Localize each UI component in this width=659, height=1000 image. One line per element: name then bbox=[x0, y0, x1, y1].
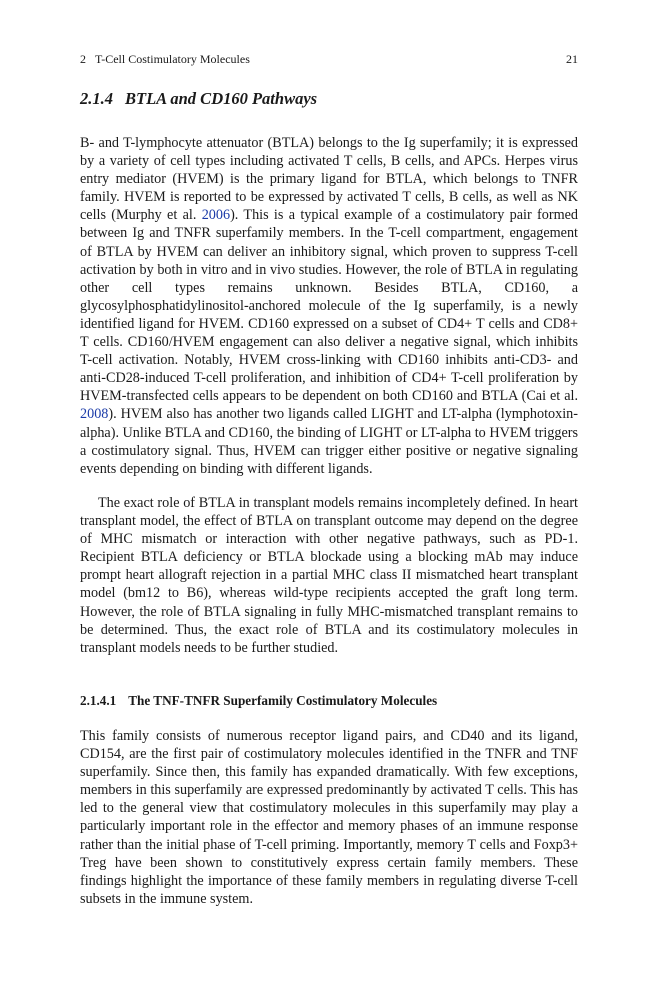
subsection-heading bbox=[80, 692, 437, 710]
citation-link-cai[interactable]: 2008 bbox=[80, 406, 109, 423]
section-number: 2.1.4 bbox=[80, 89, 113, 108]
section-heading bbox=[80, 88, 317, 110]
chapter-title: T-Cell Costimulatory Molecules bbox=[95, 52, 250, 66]
page-number: 21 bbox=[566, 52, 578, 66]
citation-link-murphy[interactable]: 2006 bbox=[201, 207, 231, 224]
section-title: BTLA and CD160 Pathways bbox=[125, 89, 318, 108]
paragraph-text: ). HVEM also has another two ligands called LIGHT and LT-alpha (lymphotoxin-alpha). Unlike BTLA and CD160, the binding of LIGHT or LT-alpha to HVEM triggers a costimulatory signal. Thus, HVEM can trigger either positive or negative signaling events depending on binding with different ligands. bbox=[80, 406, 578, 477]
running-header-left bbox=[80, 51, 250, 67]
paragraph-tnf-tnfr: This family consists of numerous receptor ligand pairs, and CD40 and its ligand, CD154, are the first pair of costimulatory molecules identified in the TNFR and TNF superfamily. Since then, this family has expanded dramatically. With few exceptions, members in this superfamily are expressed predominantly by activated T cells. This has led to the general view that costimulatory molecules in this superfamily may play a particularly important role in the effector and memory phases of an immune response rather than the initial phase of T-cell priming. Importantly, memory T cells and Foxp3+ Treg have been shown to constitutively express certain family members. These findings highlight the importance of these family members in regulating diverse T-cell subsets in the immune system. bbox=[80, 728, 578, 907]
paragraph-btla-cd160 bbox=[80, 134, 578, 478]
subsection-number: 2.1.4.1 bbox=[80, 693, 117, 708]
subsection-title: The TNF-TNFR Superfamily Costimulatory Molecules bbox=[128, 693, 438, 708]
paragraph-text: ). This is a typical example of a costimulatory pair formed between Ig and TNFR superfamily members. In the T-cell compartment, engagement of BTLA by HVEM can deliver an inhibitory signal, which proven to suppress T-cell activation by both in vitro and in vivo studies. However, the role of BTLA in regulating other cell types remains unknown. Besides BTLA, CD160, a glycosylphosphatidylinositol-anchored molecule of the Ig superfamily, is a newly identified ligand for HVEM. CD160 expressed on a subset of CD4+ T cells and CD8+ T cells. CD160/HVEM engagement can also deliver a negative signal, which inhibits T-cell activation. Notably, HVEM cross-linking with CD160 inhibits anti-CD3- and anti-CD28-induced T-cell proliferation, and inhibition of CD4+ T-cell proliferation by HVEM-transfected cells appears to be dependent on both CD160 and BTLA (Cai et al. bbox=[80, 207, 578, 405]
chapter-number: 2 bbox=[80, 52, 86, 66]
paragraph-text: B- and T-lymphocyte attenuator (BTLA) belongs to the Ig superfamily; it is expressed by a variety of cell types including activated T cells, B cells, and APCs. Herpes virus entry mediator (HVEM) is the primary ligand for BTLA, which belongs to TNFR family. HVEM is reported to be expressed by activated T cells, B cells, as well as NK cells (Murphy et al. bbox=[80, 135, 578, 224]
paragraph-btla-transplant: The exact role of BTLA in transplant models remains incompletely defined. In heart transplant model, the effect of BTLA on transplant outcome may depend on the degree of MHC mismatch or interaction with other negative pathways, such as PD-1. Recipient BTLA deficiency or BTLA blockade using a blocking mAb may induce prompt heart allograft rejection in a partial MHC class II mismatched heart transplant model (bm12 to B6), whereas wild-type recipients accepted the graft long term. However, the role of BTLA signaling in fully MHC-mismatched transplant remains to be determined. Thus, the exact role of BTLA and its costimulatory molecules in transplant models needs to be further studied. bbox=[80, 495, 578, 656]
